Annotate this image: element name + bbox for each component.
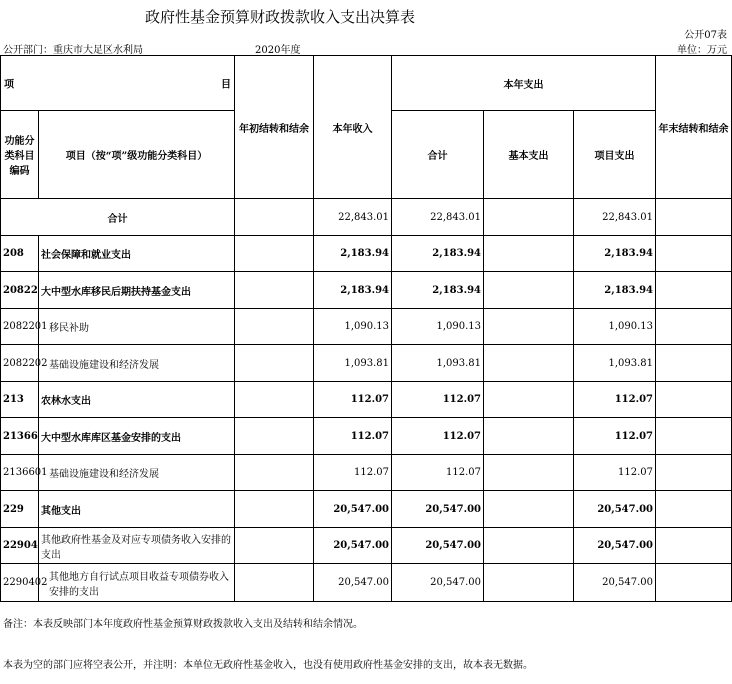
row-project: 20,547.00 [574, 491, 656, 528]
row-income: 112.07 [314, 418, 392, 455]
row-opening [235, 272, 314, 309]
department-label: 公开部门：重庆市大足区水利局 [3, 45, 143, 56]
header-opening: 年初结转和结余 [235, 56, 314, 199]
row-code: 20822 [1, 272, 39, 309]
row-project: 112.07 [574, 418, 656, 455]
header-basic: 基本支出 [484, 111, 574, 199]
row-opening [235, 564, 314, 602]
row-project: 2,183.94 [574, 236, 656, 272]
row-project: 1,093.81 [574, 345, 656, 382]
row-closing [656, 309, 732, 345]
row-name: 基础设施建设和经济发展 [39, 455, 235, 491]
row-income: 20,547.00 [314, 564, 392, 602]
row-code: 213 [1, 382, 39, 418]
row-basic [484, 418, 574, 455]
row-income: 1,093.81 [314, 345, 392, 382]
header-total: 合计 [392, 111, 484, 199]
header-item-left: 项 [4, 79, 14, 91]
row-income: 20,547.00 [314, 491, 392, 528]
row-closing [656, 272, 732, 309]
budget-table [0, 55, 732, 602]
row-code: 2082201 [1, 309, 39, 345]
row-opening [235, 491, 314, 528]
total-project: 22,843.01 [574, 199, 656, 236]
table-row [1, 491, 732, 528]
row-opening [235, 345, 314, 382]
row-total: 20,547.00 [392, 528, 484, 564]
row-opening [235, 309, 314, 345]
row-opening [235, 528, 314, 564]
row-basic [484, 236, 574, 272]
row-project: 20,547.00 [574, 528, 656, 564]
row-code: 21366 [1, 418, 39, 455]
row-basic [484, 455, 574, 491]
header-expense: 本年支出 [392, 56, 656, 111]
row-income: 2,183.94 [314, 236, 392, 272]
header-closing: 年末结转和结余 [656, 56, 732, 199]
table-row [1, 564, 732, 602]
total-income: 22,843.01 [314, 199, 392, 236]
total-opening [235, 199, 314, 236]
row-name: 移民补助 [39, 309, 235, 345]
row-total: 1,093.81 [392, 345, 484, 382]
header-project: 项目支出 [574, 111, 656, 199]
row-income: 112.07 [314, 382, 392, 418]
row-basic [484, 309, 574, 345]
row-income: 20,547.00 [314, 528, 392, 564]
row-project: 20,547.00 [574, 564, 656, 602]
fiscal-year: 2020年度 [255, 45, 301, 56]
row-closing [656, 564, 732, 602]
row-basic [484, 345, 574, 382]
row-closing [656, 382, 732, 418]
row-name: 大中型水库移民后期扶持基金支出 [39, 272, 235, 309]
row-total: 2,183.94 [392, 272, 484, 309]
row-code: 229 [1, 491, 39, 528]
row-closing [656, 491, 732, 528]
table-row [1, 272, 732, 309]
total-closing [656, 199, 732, 236]
row-basic [484, 564, 574, 602]
header-code: 功能分类科目编码 [1, 111, 39, 199]
table-row [1, 382, 732, 418]
row-project: 112.07 [574, 382, 656, 418]
table-row [1, 455, 732, 491]
table-row [1, 236, 732, 272]
row-code: 208 [1, 236, 39, 272]
row-basic [484, 528, 574, 564]
row-closing [656, 236, 732, 272]
row-code: 2136601 [1, 455, 39, 491]
row-basic [484, 272, 574, 309]
row-name: 农林水支出 [39, 382, 235, 418]
row-total: 112.07 [392, 382, 484, 418]
row-closing [656, 455, 732, 491]
footnote-remark: 备注：本表反映部门本年度政府性基金预算财政拨款收入支出及结转和结余情况。 [3, 619, 363, 630]
row-project: 1,090.13 [574, 309, 656, 345]
total-expense: 22,843.01 [392, 199, 484, 236]
row-income: 1,090.13 [314, 309, 392, 345]
row-closing [656, 528, 732, 564]
header-item [1, 56, 235, 111]
table-row [1, 418, 732, 455]
row-opening [235, 418, 314, 455]
row-opening [235, 455, 314, 491]
row-basic [484, 382, 574, 418]
footnote-empty-table: 本表为空的部门应将空表公开，并注明：本单位无政府性基金收入，也没有使用政府性基金安排的支出，故本表无数据。 [3, 660, 533, 671]
header-name: 项目（按“项”级功能分类科目） [39, 111, 235, 199]
row-total: 112.07 [392, 418, 484, 455]
row-name: 社会保障和就业支出 [39, 236, 235, 272]
row-name: 大中型水库库区基金安排的支出 [39, 418, 235, 455]
table-number: 公开07表 [684, 30, 727, 41]
table-row [1, 528, 732, 564]
row-total: 2,183.94 [392, 236, 484, 272]
row-total: 1,090.13 [392, 309, 484, 345]
header-income: 本年收入 [314, 56, 392, 199]
row-income: 112.07 [314, 455, 392, 491]
row-income: 2,183.94 [314, 272, 392, 309]
unit-label: 单位：万元 [677, 45, 727, 56]
total-basic [484, 199, 574, 236]
row-closing [656, 345, 732, 382]
row-total: 20,547.00 [392, 564, 484, 602]
row-code: 2290402 [1, 564, 39, 602]
row-name: 其他支出 [39, 491, 235, 528]
row-closing [656, 418, 732, 455]
total-label: 合计 [1, 199, 235, 236]
row-name: 其他政府性基金及对应专项债务收入安排的支出 [39, 528, 235, 564]
row-project: 2,183.94 [574, 272, 656, 309]
report-title: 政府性基金预算财政拨款收入支出决算表 [144, 8, 415, 26]
row-project: 112.07 [574, 455, 656, 491]
row-total: 112.07 [392, 455, 484, 491]
row-code: 2082202 [1, 345, 39, 382]
row-opening [235, 382, 314, 418]
table-row [1, 309, 732, 345]
row-opening [235, 236, 314, 272]
row-basic [484, 491, 574, 528]
row-total: 20,547.00 [392, 491, 484, 528]
row-name: 其他地方自行试点项目收益专项债券收入安排的支出 [39, 564, 235, 602]
row-name: 基础设施建设和经济发展 [39, 345, 235, 382]
header-item-right: 目 [221, 79, 231, 91]
row-code: 22904 [1, 528, 39, 564]
table-row [1, 345, 732, 382]
